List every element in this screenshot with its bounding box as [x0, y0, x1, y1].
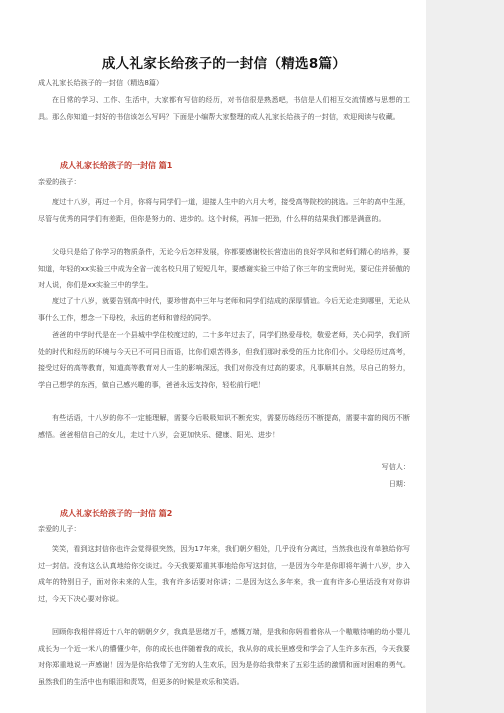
signature-line: 写信人： — [381, 462, 410, 471]
subtitle: 成人礼家长给孩子的一封信（精选8篇） — [38, 78, 164, 87]
paragraph: 回顾你我相伴将近十八年的朝朝夕夕，我真是思绪万千，感慨万端，是我和你妈看着你从一个嗷嗷待哺的幼小婴儿成长为一个近一米八的懵懂少年，你的成长也伴随着我的成长，我从你的成长里感受和学会了人生许多东西，今天我要对你郑重地说一声感谢！因为是你给我带了无穷的人生欢乐，因为是你给我带来了五彩生活的激情和面对困难的勇气。虽然我们的生活中也有眼泪和责骂，但更多的时候是欢乐和笑语。 — [38, 627, 410, 686]
greeting: 亲爱的儿子： — [38, 524, 81, 533]
document-title: 成人礼家长给孩子的一封信（精选8篇） — [101, 56, 347, 72]
side-panel — [426, 0, 504, 713]
greeting: 亲爱的孩子： — [38, 177, 81, 186]
intro-paragraph: 在日常的学习、工作、生活中，大家都有写信的经历，对书信很是熟悉吧，书信是人们相互交流情感与思想的工具。那么你知道一封好的书信该怎么写吗？下面是小编帮大家整理的成人礼家长给孩子的一封信，欢迎阅读与收藏。 — [38, 95, 410, 121]
paragraph: 父母只是给了你学习的物质条件，无论今后怎样发展，你都要感谢校长营造出的良好学风和老师们精心的培养，要知道，年轻的xx实验三中成为全省一流名校只用了短短几年，要感谢实验三中给了你三年的宝贵时光，要记住并骄傲的对人说，你们是xx实验三中的学生。 — [38, 247, 410, 290]
paragraph: 度过了十八岁，就要告别高中时代，要珍惜高中三年与老师和同学们结成的深厚情谊。今后无论走到哪里，无论从事什么工作，想念一下母校，永远的老师和曾经的同学。 — [38, 296, 410, 322]
section-heading: 成人礼家长给孩子的一封信 篇2 — [60, 509, 173, 518]
date-line: 日期： — [388, 479, 410, 488]
paragraph: 笑笑，看到这封信你也许会觉得很突然，因为17年来，我们朝夕相处，几乎没有分离过，当然我也没有单独给你写过一封信。没有这么认真地给你交谈过。今天我要郑重其事地给你写这封信，一是因为今年是你即将年满十八岁，步入成年的特别日子，面对你未来的人生，我有许多话要对你讲；二是因为这么多年来，我一直有许多心里话没有对你讲过，今天下决心要对你说。 — [38, 544, 410, 603]
paragraph: 爸爸的中学时代是在一个县城中学住校度过的，二十多年过去了，同学们热爱母校，敬爱老师，关心同学，我们所处的时代和经历的环境与今天已不可同日而语，比你们艰苦得多，但我们那时承受的压力比你们小。父母经历过高考，接受过好的高等教育，知道高等教育对人一生的影响深远，我们对你没有过高的要求，凡事顺其自然，尽自己的努力，学自己想学的东西，做自己感兴趣的事，爸爸永远支持你，轻松前行吧！ — [38, 330, 410, 389]
paragraph: 有些话语，十八岁的你不一定能理解，需要今后吸吸知识不断充实，需要历练经历不断提高，需要丰富的阅历不断感悟。爸爸相信自己的女儿，走过十八岁，会更加快乐、健康、阳光、进步！ — [38, 413, 410, 439]
section-heading: 成人礼家长给孩子的一封信 篇1 — [60, 161, 173, 170]
paragraph: 度过十八岁，再过一个月，你将与同学们一道，迎接人生中的六月大考，接受高等院校的挑选。三年的高中生涯，尽管与优秀的同学们有差距，但你是努力的、进步的。这个时候，再加一把劲，什么样的结果我们都是满意的。 — [38, 197, 410, 223]
